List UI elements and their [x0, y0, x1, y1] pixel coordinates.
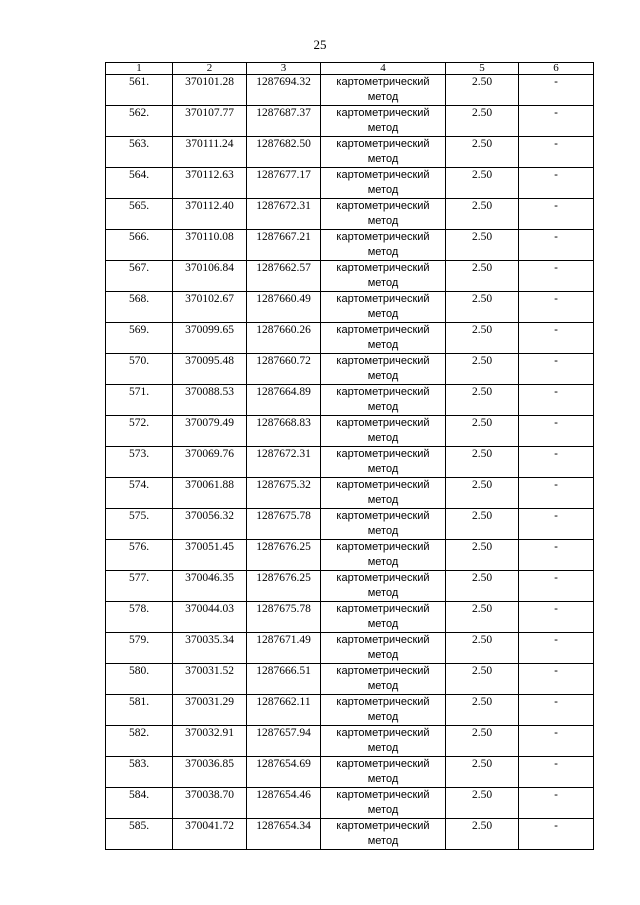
point-number-cell: 561. — [106, 75, 173, 106]
table-row — [106, 354, 594, 385]
y-coordinate-cell: 1287671.49 — [247, 633, 321, 664]
x-coordinate-cell: 370032.91 — [173, 726, 247, 757]
point-number-cell: 562. — [106, 106, 173, 137]
error-cell: 2.50 — [446, 447, 519, 478]
x-coordinate-cell: 370044.03 — [173, 602, 247, 633]
method-cell: картометрический метод — [321, 602, 446, 633]
x-coordinate-cell: 370102.67 — [173, 292, 247, 323]
point-number-cell: 570. — [106, 354, 173, 385]
note-cell: - — [519, 230, 594, 261]
y-coordinate-cell: 1287660.26 — [247, 323, 321, 354]
y-coordinate-cell: 1287676.25 — [247, 540, 321, 571]
table-row — [106, 261, 594, 292]
method-cell: картометрический метод — [321, 540, 446, 571]
method-cell: картометрический метод — [321, 664, 446, 695]
point-number-cell: 574. — [106, 478, 173, 509]
method-cell: картометрический метод — [321, 478, 446, 509]
point-number-cell: 564. — [106, 168, 173, 199]
error-cell: 2.50 — [446, 354, 519, 385]
table-row — [106, 137, 594, 168]
x-coordinate-cell: 370051.45 — [173, 540, 247, 571]
table-row — [106, 664, 594, 695]
point-number-cell: 582. — [106, 726, 173, 757]
x-coordinate-cell: 370111.24 — [173, 137, 247, 168]
table-row — [106, 292, 594, 323]
method-cell: картометрический метод — [321, 633, 446, 664]
y-coordinate-cell: 1287667.21 — [247, 230, 321, 261]
error-cell: 2.50 — [446, 695, 519, 726]
y-coordinate-cell: 1287687.37 — [247, 106, 321, 137]
error-cell: 2.50 — [446, 199, 519, 230]
error-cell: 2.50 — [446, 416, 519, 447]
note-cell: - — [519, 664, 594, 695]
note-cell: - — [519, 633, 594, 664]
method-cell: картометрический метод — [321, 137, 446, 168]
column-header-1: 1 — [106, 63, 173, 75]
x-coordinate-cell: 370110.08 — [173, 230, 247, 261]
y-coordinate-cell: 1287660.49 — [247, 292, 321, 323]
y-coordinate-cell: 1287675.32 — [247, 478, 321, 509]
table-row — [106, 199, 594, 230]
table-row — [106, 788, 594, 819]
y-coordinate-cell: 1287682.50 — [247, 137, 321, 168]
table-row — [106, 385, 594, 416]
note-cell: - — [519, 819, 594, 850]
method-cell: картометрический метод — [321, 695, 446, 726]
table-row — [106, 757, 594, 788]
point-number-cell: 576. — [106, 540, 173, 571]
error-cell: 2.50 — [446, 323, 519, 354]
table-row — [106, 540, 594, 571]
x-coordinate-cell: 370031.29 — [173, 695, 247, 726]
y-coordinate-cell: 1287672.31 — [247, 447, 321, 478]
error-cell: 2.50 — [446, 168, 519, 199]
y-coordinate-cell: 1287668.83 — [247, 416, 321, 447]
error-cell: 2.50 — [446, 788, 519, 819]
error-cell: 2.50 — [446, 602, 519, 633]
table-row — [106, 106, 594, 137]
y-coordinate-cell: 1287676.25 — [247, 571, 321, 602]
column-header-6: 6 — [519, 63, 594, 75]
note-cell: - — [519, 168, 594, 199]
note-cell: - — [519, 509, 594, 540]
table-row — [106, 633, 594, 664]
x-coordinate-cell: 370107.77 — [173, 106, 247, 137]
error-cell: 2.50 — [446, 633, 519, 664]
point-number-cell: 580. — [106, 664, 173, 695]
error-cell: 2.50 — [446, 540, 519, 571]
error-cell: 2.50 — [446, 137, 519, 168]
table-row — [106, 323, 594, 354]
method-cell: картометрический метод — [321, 292, 446, 323]
point-number-cell: 567. — [106, 261, 173, 292]
table-row — [106, 416, 594, 447]
x-coordinate-cell: 370041.72 — [173, 819, 247, 850]
point-number-cell: 568. — [106, 292, 173, 323]
note-cell: - — [519, 540, 594, 571]
table-row — [106, 695, 594, 726]
x-coordinate-cell: 370036.85 — [173, 757, 247, 788]
y-coordinate-cell: 1287657.94 — [247, 726, 321, 757]
error-cell: 2.50 — [446, 819, 519, 850]
y-coordinate-cell: 1287694.32 — [247, 75, 321, 106]
method-cell: картометрический метод — [321, 261, 446, 292]
error-cell: 2.50 — [446, 571, 519, 602]
point-number-cell: 581. — [106, 695, 173, 726]
x-coordinate-cell: 370101.28 — [173, 75, 247, 106]
y-coordinate-cell: 1287654.34 — [247, 819, 321, 850]
method-cell: картометрический метод — [321, 323, 446, 354]
point-number-cell: 566. — [106, 230, 173, 261]
header-row — [106, 63, 594, 75]
y-coordinate-cell: 1287664.89 — [247, 385, 321, 416]
method-cell: картометрический метод — [321, 571, 446, 602]
method-cell: картометрический метод — [321, 75, 446, 106]
error-cell: 2.50 — [446, 509, 519, 540]
coordinates-table — [105, 62, 594, 850]
table-row — [106, 509, 594, 540]
method-cell: картометрический метод — [321, 819, 446, 850]
y-coordinate-cell: 1287672.31 — [247, 199, 321, 230]
table-row — [106, 571, 594, 602]
column-header-4: 4 — [321, 63, 446, 75]
method-cell: картометрический метод — [321, 788, 446, 819]
x-coordinate-cell: 370095.48 — [173, 354, 247, 385]
note-cell: - — [519, 323, 594, 354]
table-row — [106, 478, 594, 509]
note-cell: - — [519, 695, 594, 726]
point-number-cell: 573. — [106, 447, 173, 478]
note-cell: - — [519, 199, 594, 230]
column-header-5: 5 — [446, 63, 519, 75]
page-number: 25 — [313, 37, 327, 52]
x-coordinate-cell: 370061.88 — [173, 478, 247, 509]
table-row — [106, 230, 594, 261]
method-cell: картометрический метод — [321, 230, 446, 261]
y-coordinate-cell: 1287675.78 — [247, 602, 321, 633]
method-cell: картометрический метод — [321, 354, 446, 385]
table-row — [106, 75, 594, 106]
point-number-cell: 578. — [106, 602, 173, 633]
note-cell: - — [519, 292, 594, 323]
x-coordinate-cell: 370031.52 — [173, 664, 247, 695]
error-cell: 2.50 — [446, 106, 519, 137]
note-cell: - — [519, 261, 594, 292]
note-cell: - — [519, 75, 594, 106]
table-row — [106, 819, 594, 850]
x-coordinate-cell: 370088.53 — [173, 385, 247, 416]
method-cell: картометрический метод — [321, 509, 446, 540]
column-header-2: 2 — [173, 63, 247, 75]
x-coordinate-cell: 370079.49 — [173, 416, 247, 447]
error-cell: 2.50 — [446, 230, 519, 261]
point-number-cell: 572. — [106, 416, 173, 447]
column-header-3: 3 — [247, 63, 321, 75]
error-cell: 2.50 — [446, 75, 519, 106]
point-number-cell: 583. — [106, 757, 173, 788]
note-cell: - — [519, 571, 594, 602]
y-coordinate-cell: 1287654.69 — [247, 757, 321, 788]
x-coordinate-cell: 370106.84 — [173, 261, 247, 292]
table-row — [106, 168, 594, 199]
error-cell: 2.50 — [446, 664, 519, 695]
y-coordinate-cell: 1287654.46 — [247, 788, 321, 819]
method-cell: картометрический метод — [321, 416, 446, 447]
error-cell: 2.50 — [446, 726, 519, 757]
error-cell: 2.50 — [446, 757, 519, 788]
point-number-cell: 569. — [106, 323, 173, 354]
y-coordinate-cell: 1287662.57 — [247, 261, 321, 292]
error-cell: 2.50 — [446, 292, 519, 323]
table-row — [106, 726, 594, 757]
point-number-cell: 575. — [106, 509, 173, 540]
error-cell: 2.50 — [446, 478, 519, 509]
table-body — [106, 75, 594, 850]
point-number-cell: 579. — [106, 633, 173, 664]
note-cell: - — [519, 602, 594, 633]
method-cell: картометрический метод — [321, 726, 446, 757]
y-coordinate-cell: 1287675.78 — [247, 509, 321, 540]
method-cell: картометрический метод — [321, 757, 446, 788]
table-header — [106, 63, 594, 75]
y-coordinate-cell: 1287666.51 — [247, 664, 321, 695]
x-coordinate-cell: 370046.35 — [173, 571, 247, 602]
x-coordinate-cell: 370035.34 — [173, 633, 247, 664]
error-cell: 2.50 — [446, 385, 519, 416]
point-number-cell: 563. — [106, 137, 173, 168]
x-coordinate-cell: 370056.32 — [173, 509, 247, 540]
note-cell: - — [519, 478, 594, 509]
x-coordinate-cell: 370112.63 — [173, 168, 247, 199]
error-cell: 2.50 — [446, 261, 519, 292]
note-cell: - — [519, 354, 594, 385]
point-number-cell: 571. — [106, 385, 173, 416]
note-cell: - — [519, 447, 594, 478]
note-cell: - — [519, 757, 594, 788]
note-cell: - — [519, 385, 594, 416]
table-row — [106, 447, 594, 478]
method-cell: картометрический метод — [321, 447, 446, 478]
point-number-cell: 584. — [106, 788, 173, 819]
table-row — [106, 602, 594, 633]
note-cell: - — [519, 726, 594, 757]
y-coordinate-cell: 1287677.17 — [247, 168, 321, 199]
note-cell: - — [519, 137, 594, 168]
point-number-cell: 565. — [106, 199, 173, 230]
point-number-cell: 585. — [106, 819, 173, 850]
point-number-cell: 577. — [106, 571, 173, 602]
method-cell: картометрический метод — [321, 385, 446, 416]
y-coordinate-cell: 1287660.72 — [247, 354, 321, 385]
method-cell: картометрический метод — [321, 199, 446, 230]
x-coordinate-cell: 370069.76 — [173, 447, 247, 478]
x-coordinate-cell: 370099.65 — [173, 323, 247, 354]
note-cell: - — [519, 788, 594, 819]
x-coordinate-cell: 370038.70 — [173, 788, 247, 819]
method-cell: картометрический метод — [321, 106, 446, 137]
y-coordinate-cell: 1287662.11 — [247, 695, 321, 726]
method-cell: картометрический метод — [321, 168, 446, 199]
note-cell: - — [519, 416, 594, 447]
x-coordinate-cell: 370112.40 — [173, 199, 247, 230]
note-cell: - — [519, 106, 594, 137]
